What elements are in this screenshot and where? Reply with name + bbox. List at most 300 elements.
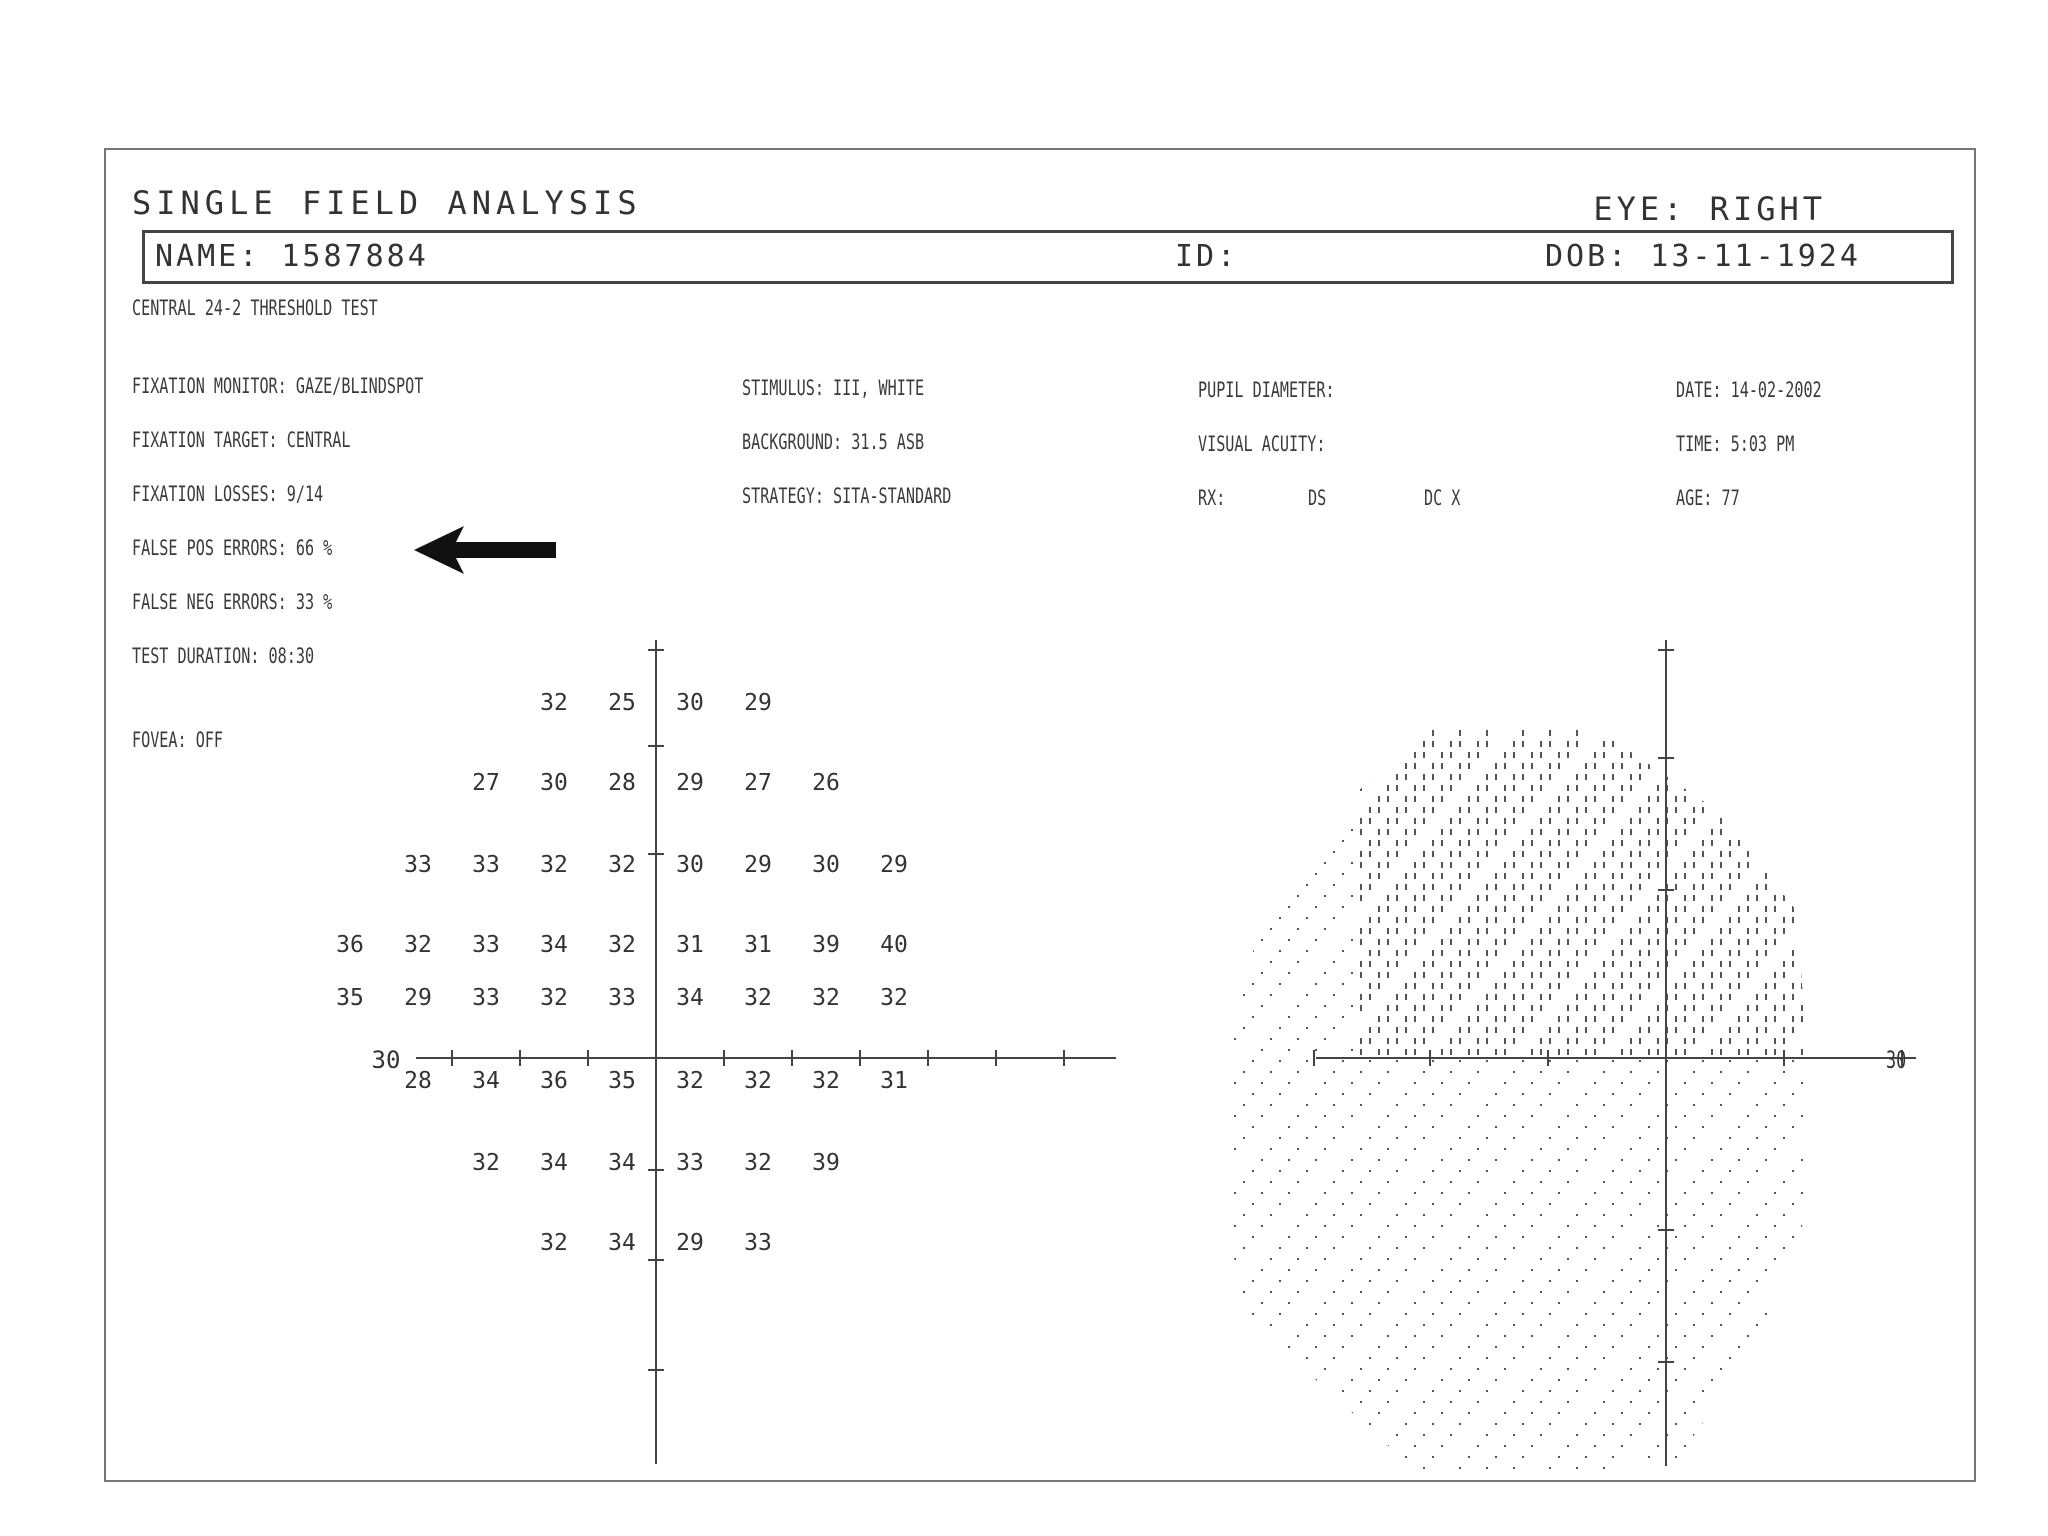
threshold-value: 26: [812, 770, 840, 796]
gray-dot: [1459, 961, 1461, 967]
gray-dot: [1909, 763, 1911, 769]
gray-dot: [1837, 818, 1839, 824]
gray-dot: [1342, 950, 1344, 952]
gray-dot: [1513, 972, 1515, 978]
gray-dot: [1486, 1005, 1488, 1011]
gray-dot: [1909, 1170, 1911, 1172]
gray-dot: [1495, 1203, 1497, 1205]
gray-dot: [1702, 1313, 1704, 1315]
gray-dot: [1432, 851, 1434, 857]
gray-dot: [1459, 873, 1461, 879]
gray-dot: [1324, 1445, 1326, 1447]
gray-dot: [1270, 1434, 1272, 1436]
gray-dot: [1756, 818, 1758, 824]
gray-dot: [1675, 1027, 1677, 1033]
gray-dot: [1675, 950, 1677, 956]
gray-dot: [1756, 884, 1758, 890]
gray-dot: [1279, 950, 1281, 952]
gray-dot: [1432, 1060, 1434, 1062]
gray-dot: [1360, 1148, 1362, 1150]
gray-dot: [1378, 840, 1380, 846]
gray-dot: [1882, 1093, 1884, 1095]
gray-dot: [1720, 994, 1722, 1000]
gray-dot: [1792, 796, 1794, 802]
gray-dot: [1639, 884, 1641, 890]
gray-dot: [1315, 1203, 1317, 1205]
gray-dot: [1360, 1291, 1362, 1293]
gray-dot: [1828, 1269, 1830, 1271]
gray-dot: [1333, 1071, 1335, 1073]
gray-dot: [1513, 1214, 1515, 1216]
gray-dot: [1297, 1038, 1299, 1040]
gray-dot: [1702, 730, 1704, 736]
gray-dot: [1486, 1357, 1488, 1359]
gray-dot: [1891, 752, 1893, 758]
gray-dot: [1315, 1269, 1317, 1271]
gray-dot: [1423, 994, 1425, 1000]
gray-dot: [1450, 939, 1452, 945]
test-time: TIME: 5:03 PM: [1676, 432, 1795, 456]
gray-dot: [1810, 1049, 1812, 1055]
gray-dot: [1432, 1126, 1434, 1128]
gray-dot: [1360, 994, 1362, 1000]
gray-dot: [1774, 1016, 1776, 1022]
gray-dot: [1603, 807, 1605, 813]
gray-dot: [1729, 917, 1731, 923]
gray-dot: [1369, 1390, 1371, 1392]
gray-dot: [1423, 961, 1425, 967]
gray-dot: [1486, 928, 1488, 934]
gray-dot: [1225, 1093, 1227, 1095]
gray-dot: [1846, 1247, 1848, 1249]
gray-dot: [1873, 1467, 1875, 1469]
gray-dot: [1621, 752, 1623, 758]
gray-dot: [1792, 1060, 1794, 1062]
gray-dot: [1603, 972, 1605, 978]
gray-dot: [1621, 1049, 1623, 1055]
gray-dot: [1603, 1247, 1605, 1249]
gray-dot: [1468, 752, 1470, 758]
gray-dot: [1810, 1104, 1812, 1106]
gray-dot: [1783, 884, 1785, 890]
gray-dot: [1657, 1016, 1659, 1022]
gray-dot: [1801, 1335, 1803, 1337]
gray-dot: [1909, 1247, 1911, 1249]
gray-dot: [1459, 840, 1461, 846]
gray-dot: [1846, 1324, 1848, 1326]
gray-dot: [1522, 1126, 1524, 1128]
gray-dot: [1468, 1236, 1470, 1238]
gray-dot: [1360, 862, 1362, 868]
gray-dot: [1549, 851, 1551, 857]
gray-dot: [1378, 763, 1380, 769]
gray-dot: [1432, 1390, 1434, 1392]
gray-dot: [1576, 1038, 1578, 1044]
gray-dot: [1846, 1170, 1848, 1172]
gray-dot: [1495, 1269, 1497, 1271]
gray-dot: [1576, 1357, 1578, 1359]
gray-dot: [1414, 829, 1416, 835]
gray-dot: [1612, 1236, 1614, 1238]
gray-dot: [1243, 1137, 1245, 1139]
gray-dot: [1360, 895, 1362, 901]
threshold-value: 36: [540, 1068, 568, 1094]
gray-dot: [1279, 917, 1281, 919]
gray-dot: [1783, 1247, 1785, 1249]
gray-dot: [1567, 752, 1569, 758]
gray-dot: [1279, 1093, 1281, 1095]
gray-dot: [1495, 873, 1497, 879]
gray-dot: [1702, 763, 1704, 769]
gray-dot: [1657, 1401, 1659, 1403]
gray-dot: [1684, 796, 1686, 802]
gray-dot: [1567, 1368, 1569, 1370]
gray-dot: [1459, 1093, 1461, 1095]
gray-dot: [1558, 1379, 1560, 1381]
gray-dot: [1225, 1379, 1227, 1381]
gray-dot: [1522, 1390, 1524, 1392]
gray-dot: [1405, 1049, 1407, 1055]
gray-dot: [1756, 1434, 1758, 1436]
gray-dot: [1540, 972, 1542, 978]
gray-dot: [1621, 1302, 1623, 1304]
gray-dot: [1882, 1170, 1884, 1172]
gray-dot: [1711, 752, 1713, 758]
gray-dot: [1720, 1291, 1722, 1293]
gray-dot: [1819, 1313, 1821, 1315]
gray-dot: [1459, 741, 1461, 747]
gray-dot: [1414, 1225, 1416, 1227]
gray-dot: [1225, 873, 1227, 875]
gray-dot: [1252, 906, 1254, 908]
gray-dot: [1477, 1368, 1479, 1370]
gray-dot: [1738, 1379, 1740, 1381]
gray-dot: [1405, 763, 1407, 769]
gray-dot: [1810, 1148, 1812, 1150]
gray-dot: [1747, 752, 1749, 758]
gray-dot: [1639, 994, 1641, 1000]
gray-dot: [1711, 1005, 1713, 1011]
gray-dot: [1585, 840, 1587, 846]
gray-dot: [1486, 1280, 1488, 1282]
gray-dot: [1729, 873, 1731, 879]
gray-dot: [1603, 1104, 1605, 1106]
gray-dot: [1504, 1049, 1506, 1055]
gray-dot: [1801, 763, 1803, 769]
gray-dot: [1594, 1115, 1596, 1117]
gray-dot: [1693, 917, 1695, 923]
gray-dot: [1594, 1412, 1596, 1414]
gray-dot: [1810, 741, 1812, 747]
pupil-diameter: PUPIL DIAMETER:: [1198, 378, 1335, 402]
gray-dot: [1909, 1137, 1911, 1139]
gray-dot: [1216, 1357, 1218, 1359]
gray-dot: [1279, 807, 1281, 809]
gray-dot: [1612, 906, 1614, 912]
gray-dot: [1369, 1137, 1371, 1139]
gray-dot: [1567, 1071, 1569, 1073]
gray-dot: [1828, 796, 1830, 802]
gray-dot: [1378, 1192, 1380, 1194]
gray-dot: [1792, 807, 1794, 813]
gray-dot: [1243, 1181, 1245, 1183]
gray-dot: [1720, 884, 1722, 890]
gray-dot: [1369, 1027, 1371, 1033]
gray-dot: [1387, 752, 1389, 758]
gray-dot: [1756, 741, 1758, 747]
gray-dot: [1531, 1082, 1533, 1084]
gray-dot: [1549, 1203, 1551, 1205]
gray-dot: [1675, 1456, 1677, 1458]
gray-dot: [1756, 950, 1758, 956]
gray-dot: [1675, 807, 1677, 813]
gray-dot: [1396, 840, 1398, 846]
gray-dot: [1369, 928, 1371, 934]
gray-dot: [1432, 796, 1434, 802]
gray-dot: [1432, 1456, 1434, 1458]
gray-dot: [1486, 1247, 1488, 1249]
gray-dot: [1288, 829, 1290, 831]
gray-dot: [1549, 950, 1551, 956]
gray-dot: [1342, 906, 1344, 908]
gray-dot: [1567, 961, 1569, 967]
gray-dot: [1315, 1313, 1317, 1315]
gray-dot: [1333, 1434, 1335, 1436]
gray-dot: [1324, 1225, 1326, 1227]
gray-dot: [1504, 906, 1506, 912]
gray-dot: [1342, 1456, 1344, 1458]
gray-dot: [1405, 1423, 1407, 1425]
gray-dot: [1585, 1423, 1587, 1425]
gray-dot: [1792, 1280, 1794, 1282]
gray-dot: [1639, 1038, 1641, 1044]
gray-dot: [1378, 829, 1380, 835]
gray-dot: [1864, 895, 1866, 901]
gray-dot: [1792, 840, 1794, 846]
threshold-value: 28: [404, 1068, 432, 1094]
gray-dot: [1468, 950, 1470, 956]
gray-dot: [1441, 1335, 1443, 1337]
fixation-monitor: FIXATION MONITOR: GAZE/BLINDSPOT: [132, 374, 424, 398]
gray-dot: [1288, 1159, 1290, 1161]
gray-dot: [1729, 1203, 1731, 1205]
gray-dot: [1522, 741, 1524, 747]
gray-dot: [1531, 1049, 1533, 1055]
gray-dot: [1450, 851, 1452, 857]
gray-dot: [1909, 1467, 1911, 1469]
gray-dot: [1360, 884, 1362, 890]
gray-dot: [1270, 1324, 1272, 1326]
gray-dot: [1270, 1181, 1272, 1183]
gray-dot: [1603, 961, 1605, 967]
gray-dot: [1585, 796, 1587, 802]
gray-dot: [1288, 1126, 1290, 1128]
gray-dot: [1252, 730, 1254, 732]
gray-dot: [1315, 1423, 1317, 1425]
gray-dot: [1801, 1082, 1803, 1084]
gray-dot: [1378, 807, 1380, 813]
gray-dot: [1216, 1467, 1218, 1469]
gray-dot: [1405, 1027, 1407, 1033]
gray-dot: [1909, 1203, 1911, 1205]
gray-dot: [1549, 1357, 1551, 1359]
gray-dot: [1396, 774, 1398, 780]
gray-dot: [1891, 1159, 1893, 1161]
gray-dot: [1639, 1280, 1641, 1282]
gray-dot: [1378, 1126, 1380, 1128]
gray-dot: [1711, 1302, 1713, 1304]
gray-dot: [1468, 807, 1470, 813]
gray-dot: [1819, 1137, 1821, 1139]
gray-dot: [1306, 917, 1308, 919]
gray-dot: [1756, 1390, 1758, 1392]
gray-dot: [1630, 851, 1632, 857]
gray-dot: [1567, 928, 1569, 934]
threshold-value: 35: [336, 985, 364, 1011]
rx-dc: DC X: [1424, 486, 1461, 510]
gray-dot: [1513, 818, 1515, 824]
gray-dot: [1549, 1280, 1551, 1282]
gray-dot: [1252, 1170, 1254, 1172]
gray-dot: [1315, 983, 1317, 985]
gray-dot: [1693, 1467, 1695, 1469]
gray-dot: [1540, 1401, 1542, 1403]
gray-dot: [1630, 1368, 1632, 1370]
gray-dot: [1432, 1027, 1434, 1033]
gray-dot: [1648, 1082, 1650, 1084]
threshold-value: 25: [608, 690, 636, 716]
gray-dot: [1693, 1401, 1695, 1403]
gray-dot: [1801, 906, 1803, 912]
threshold-value: 31: [880, 1068, 908, 1094]
gray-dot: [1882, 1280, 1884, 1282]
gray-dot: [1621, 1412, 1623, 1414]
gray-dot: [1261, 785, 1263, 787]
gray-dot: [1396, 1467, 1398, 1469]
gray-dot: [1738, 1016, 1740, 1022]
gray-dot: [1531, 1445, 1533, 1447]
gray-dot: [1891, 1005, 1893, 1011]
gray-dot: [1477, 961, 1479, 967]
gray-dot: [1648, 829, 1650, 835]
gray-dot: [1468, 1159, 1470, 1161]
gray-dot: [1621, 873, 1623, 879]
gray-dot: [1594, 1368, 1596, 1370]
gray-dot: [1576, 774, 1578, 780]
gray-dot: [1810, 785, 1812, 791]
gray-dot: [1612, 774, 1614, 780]
gray-dot: [1684, 862, 1686, 868]
gray-dot: [1558, 763, 1560, 769]
gray-dot: [1423, 774, 1425, 780]
gray-dot: [1225, 1423, 1227, 1425]
gray-dot: [1414, 939, 1416, 945]
threshold-value: 29: [676, 770, 704, 796]
gray-dot: [1720, 785, 1722, 791]
gray-dot: [1270, 994, 1272, 996]
gray-dot: [1432, 1236, 1434, 1238]
gray-dot: [1288, 1412, 1290, 1414]
gray-dot: [1693, 1027, 1695, 1033]
gray-dot: [1468, 972, 1470, 978]
gray-dot: [1747, 1115, 1749, 1117]
gray-dot: [1459, 1247, 1461, 1249]
gray-dot: [1720, 972, 1722, 978]
gray-dot: [1477, 1225, 1479, 1227]
gray-dot: [1549, 1313, 1551, 1315]
gray-dot: [1621, 840, 1623, 846]
gray-dot: [1756, 807, 1758, 813]
gray-dot: [1657, 1115, 1659, 1117]
gray-dot: [1387, 1049, 1389, 1055]
gray-dot: [1396, 1357, 1398, 1359]
gray-dot: [1765, 884, 1767, 890]
gray-dot: [1486, 1434, 1488, 1436]
gray-dot: [1423, 1071, 1425, 1073]
gray-dot: [1495, 807, 1497, 813]
gray-dot: [1477, 939, 1479, 945]
gray-dot: [1324, 1258, 1326, 1260]
gray-dot: [1846, 1357, 1848, 1359]
gray-dot: [1621, 1115, 1623, 1117]
axis-label-left: 30: [371, 1046, 401, 1074]
gray-dot: [1810, 774, 1812, 780]
gray-dot: [1549, 840, 1551, 846]
gray-dot: [1225, 796, 1227, 798]
gray-dot: [1792, 1423, 1794, 1425]
gray-dot: [1486, 884, 1488, 890]
threshold-value: 32: [472, 1150, 500, 1176]
gray-dot: [1252, 1126, 1254, 1128]
gray-dot: [1612, 1093, 1614, 1095]
gray-dot: [1351, 1115, 1353, 1117]
gray-dot: [1792, 917, 1794, 923]
gray-dot: [1315, 1159, 1317, 1161]
gray-dot: [1828, 1159, 1830, 1161]
gray-dot: [1234, 1412, 1236, 1414]
gray-dot: [1909, 807, 1911, 813]
gray-dot: [1846, 994, 1848, 1000]
gray-dot: [1522, 1346, 1524, 1348]
gray-dot: [1567, 1005, 1569, 1011]
gray-dot: [1684, 1445, 1686, 1447]
gray-dot: [1432, 1280, 1434, 1282]
gray-dot: [1261, 939, 1263, 941]
gray-dot: [1225, 1236, 1227, 1238]
gray-dot: [1423, 1214, 1425, 1216]
gray-dot: [1279, 1280, 1281, 1282]
gray-dot: [1477, 906, 1479, 912]
gray-dot: [1324, 785, 1326, 787]
gray-dot: [1459, 1313, 1461, 1315]
gray-dot: [1738, 807, 1740, 813]
gray-dot: [1279, 840, 1281, 842]
gray-dot: [1306, 950, 1308, 952]
gray-dot: [1414, 1016, 1416, 1022]
gray-dot: [1846, 1060, 1848, 1062]
gray-dot: [1423, 1291, 1425, 1293]
gray-dot: [1477, 1335, 1479, 1337]
gray-dot: [1378, 906, 1380, 912]
gray-dot: [1675, 1016, 1677, 1022]
gray-dot: [1477, 1148, 1479, 1150]
gray-dot: [1459, 1357, 1461, 1359]
gray-dot: [1819, 1390, 1821, 1392]
gray-dot: [1648, 1379, 1650, 1381]
gray-dot: [1351, 1335, 1353, 1337]
gray-dot: [1441, 796, 1443, 802]
gray-dot: [1819, 1467, 1821, 1469]
